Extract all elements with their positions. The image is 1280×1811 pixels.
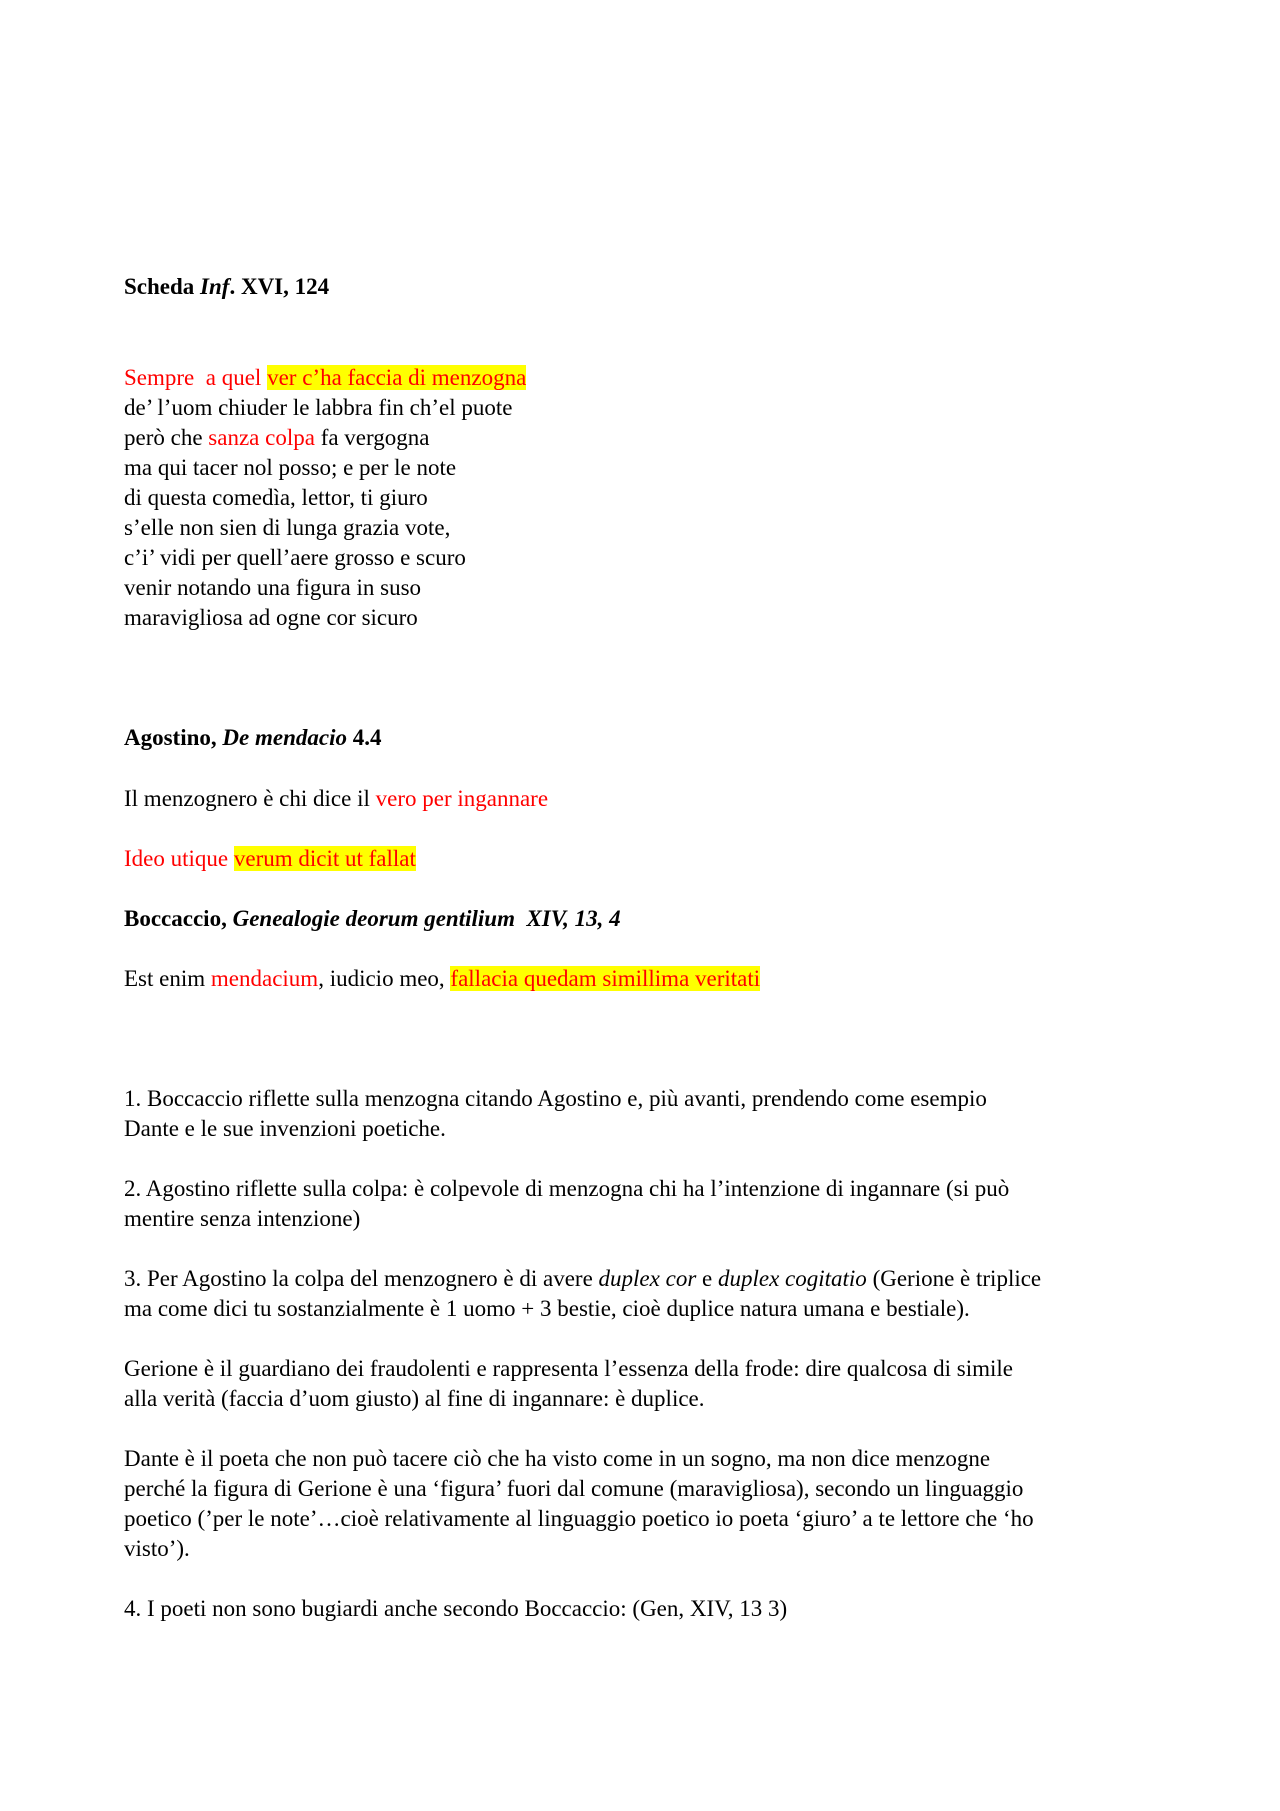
gerione-paragraph — [124, 1354, 1013, 1414]
poem-line: maravigliosa ad ogne cor sicuro — [124, 605, 418, 630]
boccaccio-latin-highlighted: fallacia quedam simillima veritati — [450, 966, 761, 991]
agostino-italian-text: Il menzognero è chi dice il — [124, 786, 376, 811]
note-line: mentire senza intenzione) — [124, 1206, 361, 1231]
agostino-latin — [124, 844, 416, 874]
poem-text: però che — [124, 425, 209, 450]
agostino-italian-red: vero per ingannare — [375, 786, 549, 811]
poem-red-text: sanza colpa — [208, 425, 315, 450]
poem-text: fa vergogna — [314, 425, 430, 450]
poem-line: s’elle non sien di lunga grazia vote, — [124, 515, 451, 540]
poem-line: de’ l’uom chiuder le labbra fin ch’el puote — [124, 395, 513, 420]
note-text: 3. Per Agostino la colpa del menzognero è di avere — [124, 1266, 599, 1291]
note-line: Gerione è il guardiano dei fraudolenti e rappresenta l’essenza della frode: dire qualcosa di simile — [124, 1356, 1013, 1381]
note-1 — [124, 1084, 987, 1144]
note-line: ma come dici tu sostanzialmente è 1 uomo + 3 bestie, cioè duplice natura umana e bestiale). — [124, 1296, 970, 1321]
dante-paragraph — [124, 1444, 1034, 1564]
boccaccio-latin — [124, 964, 760, 994]
agostino-italian — [124, 784, 548, 814]
scheda-heading-italic: Inf — [200, 274, 230, 299]
poem-line: ma qui tacer nol posso; e per le note — [124, 455, 457, 480]
note-line: 1. Boccaccio riflette sulla menzogna citando Agostino e, più avanti, prendendo come esempio — [124, 1086, 987, 1111]
poem-line: c’i’ vidi per quell’aere grosso e scuro — [124, 545, 466, 570]
boccaccio-heading — [124, 904, 621, 934]
note-line: alla verità (faccia d’uom giusto) al fine di ingannare: è duplice. — [124, 1386, 705, 1411]
note-3 — [124, 1264, 1041, 1324]
agostino-heading-italic: De mendacio — [222, 725, 347, 750]
boccaccio-heading-italic: Genealogie deorum gentilium XIV, 13, 4 — [232, 906, 621, 931]
scheda-heading-suffix: . XVI, 124 — [229, 274, 330, 299]
boccaccio-heading-prefix: Boccaccio, — [124, 906, 233, 931]
note-italic-text: duplex cor — [598, 1266, 697, 1291]
note-line: 4. I poeti non sono bugiardi anche secondo Boccaccio: (Gen, XIV, 13 3) — [124, 1596, 788, 1621]
boccaccio-latin-text: , iudicio meo, — [318, 966, 451, 991]
poem-line — [124, 423, 526, 453]
note-line — [124, 1264, 1041, 1294]
note-text: (Gerione è triplice — [866, 1266, 1042, 1291]
note-line: Dante è il poeta che non può tacere ciò che ha visto come in un sogno, ma non dice menzogne — [124, 1446, 991, 1471]
note-4 — [124, 1594, 787, 1624]
poem-line: di questa comedìa, lettor, ti giuro — [124, 485, 428, 510]
agostino-heading-prefix: Agostino, — [124, 725, 223, 750]
note-2 — [124, 1174, 1009, 1234]
agostino-heading-suffix: 4.4 — [346, 725, 382, 750]
poem-line — [124, 363, 526, 393]
scheda-heading — [124, 272, 329, 302]
note-line: visto’). — [124, 1536, 190, 1561]
note-line: 2. Agostino riflette sulla colpa: è colpevole di menzogna chi ha l’intenzione di ingannare (si può — [124, 1176, 1010, 1201]
note-line: perché la figura di Gerione è una ‘figura’ fuori dal comune (maravigliosa), secondo un linguaggio — [124, 1476, 1024, 1501]
agostino-latin-highlighted: verum dicit ut fallat — [233, 846, 416, 871]
note-line: poetico (’per le note’…cioè relativamente al linguaggio poetico io poeta ‘giuro’ a te lettore che ‘ho — [124, 1506, 1034, 1531]
poem-highlighted-text: ver c’ha faccia di menzogna — [267, 365, 527, 390]
note-italic-text: duplex cogitatio — [717, 1266, 867, 1291]
agostino-latin-red: Ideo utique — [124, 846, 234, 871]
scheda-heading-prefix: Scheda — [124, 274, 201, 299]
note-line: Dante e le sue invenzioni poetiche. — [124, 1116, 446, 1141]
boccaccio-latin-red: mendacium — [210, 966, 319, 991]
poem-red-text: Sempre a quel — [124, 365, 268, 390]
boccaccio-latin-text: Est enim — [124, 966, 211, 991]
poem-line: venir notando una figura in suso — [124, 575, 422, 600]
agostino-heading — [124, 723, 381, 753]
note-text: e — [696, 1266, 718, 1291]
dante-quote — [124, 363, 526, 633]
